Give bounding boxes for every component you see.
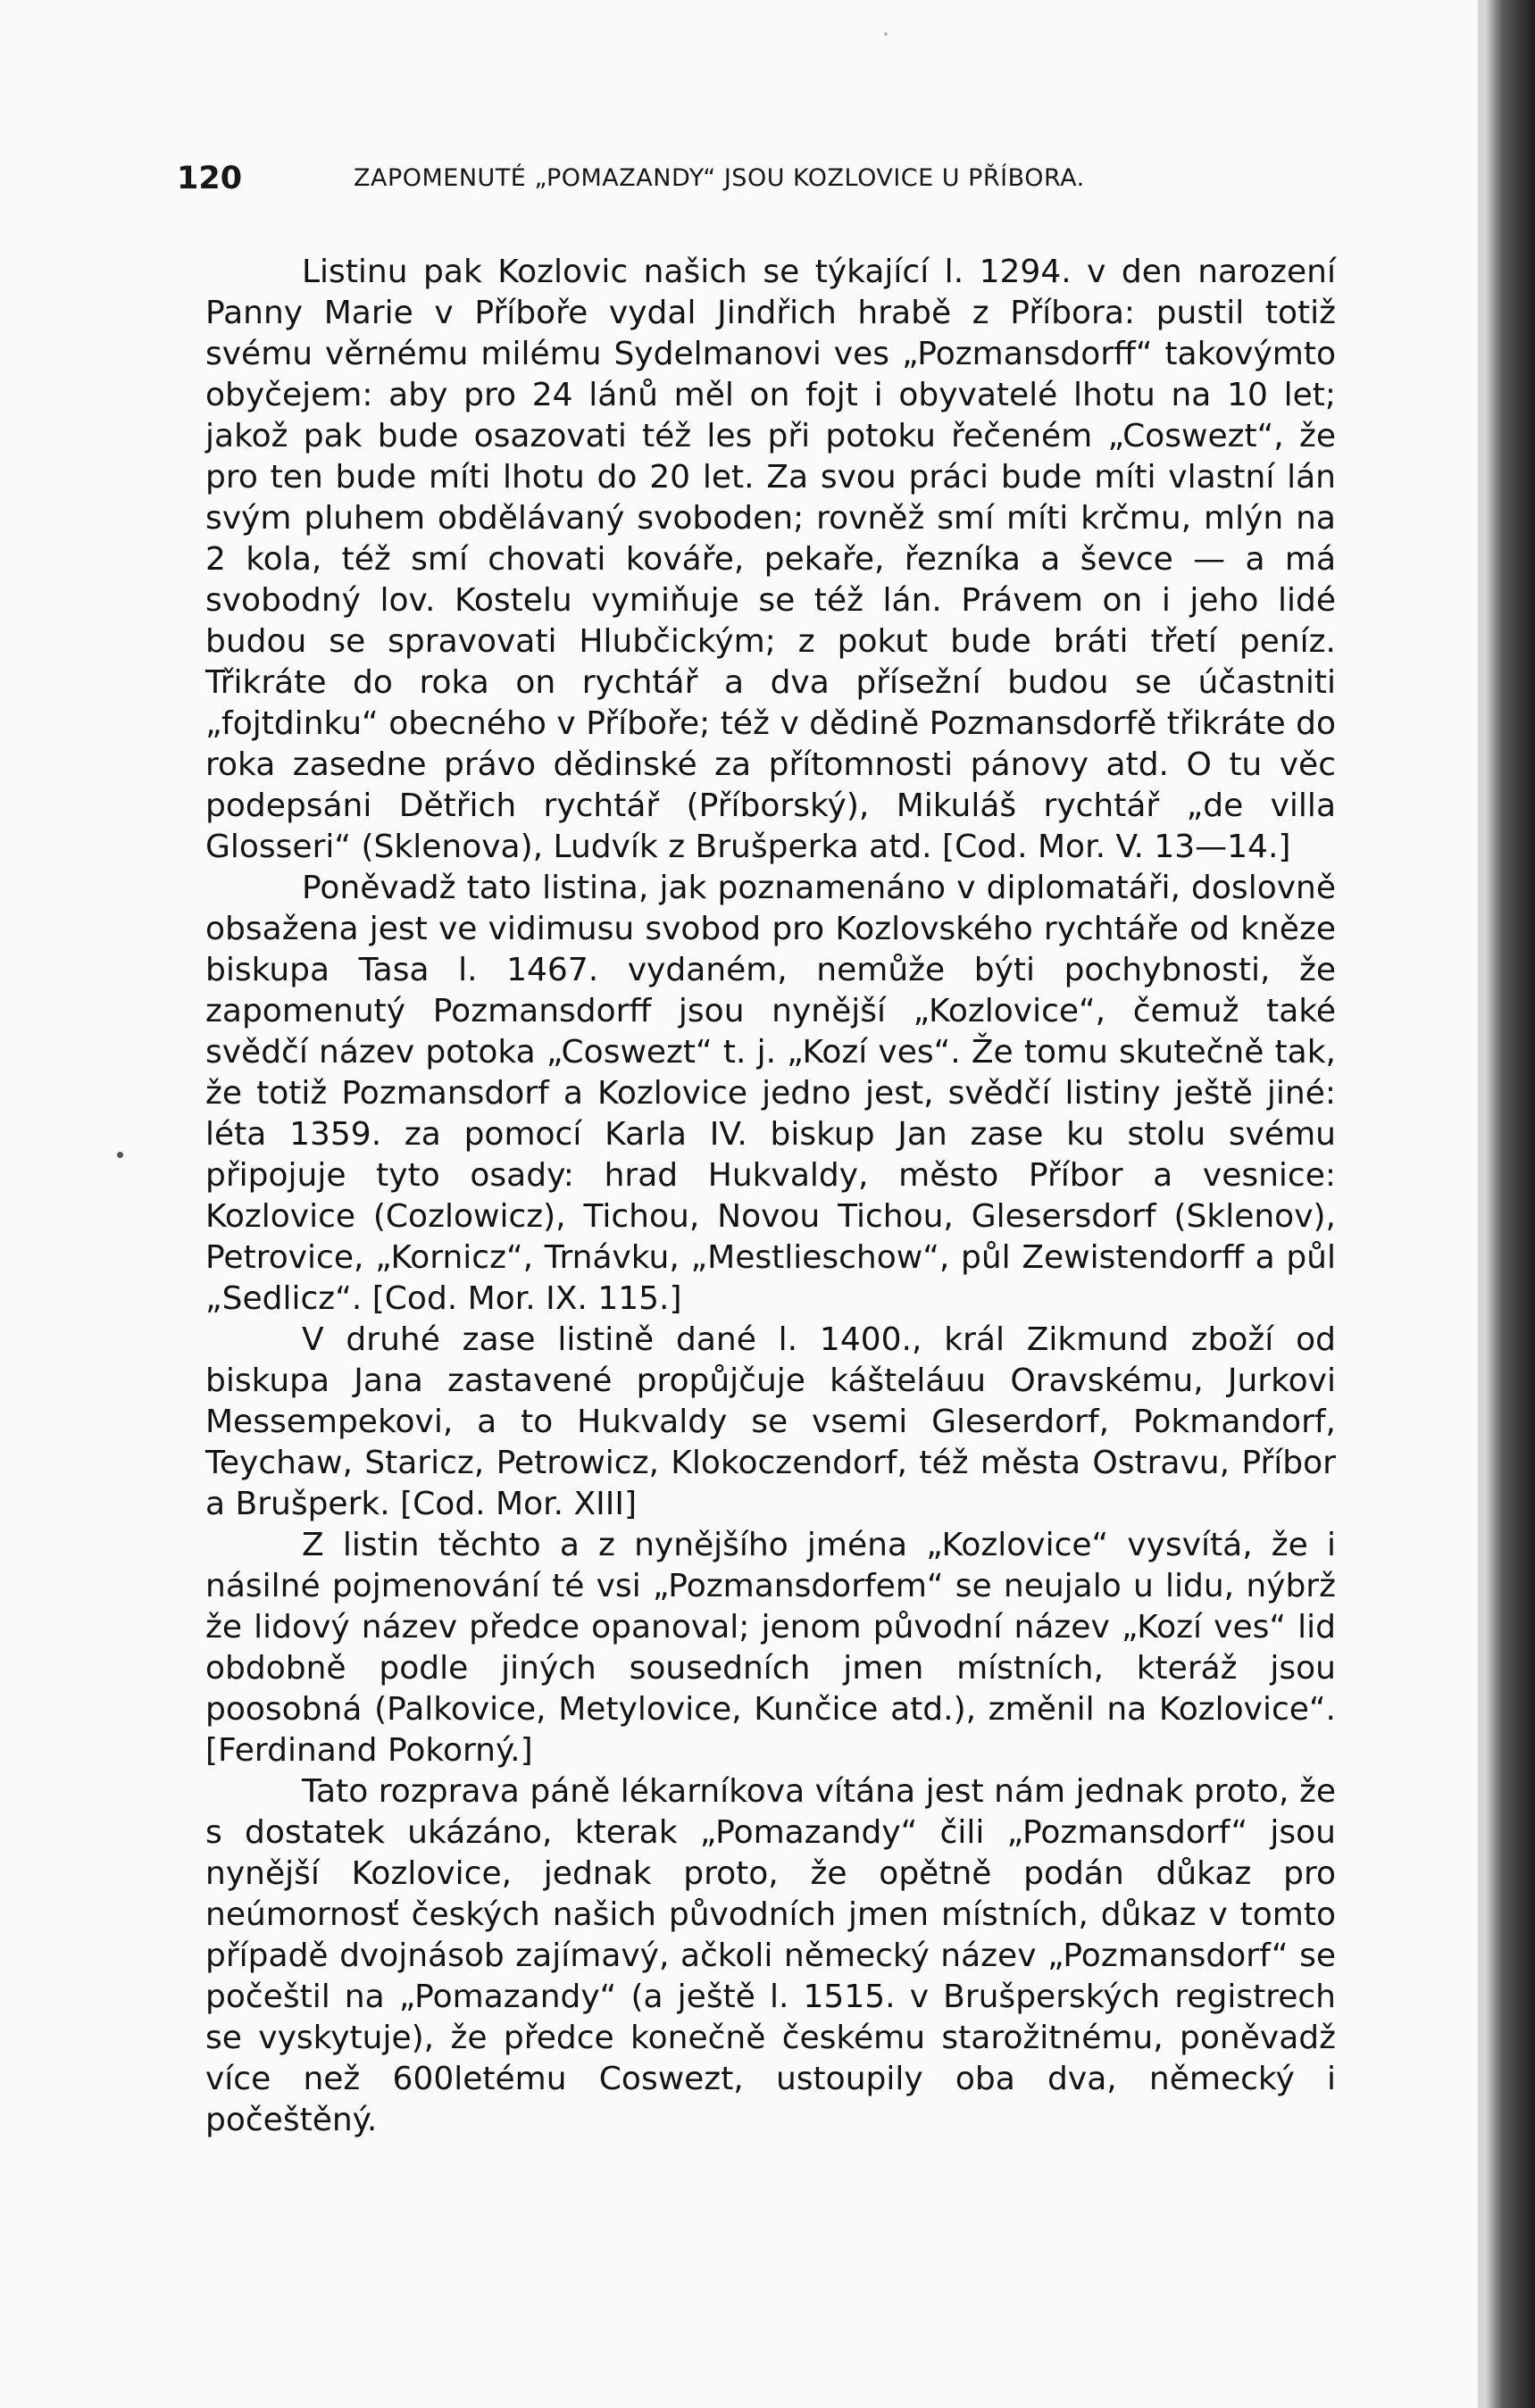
running-title: ZAPOMENUTÉ „POMAZANDY“ JSOU KOZLOVICE U PŘÍBORA. (354, 164, 1085, 192)
paragraph: Tato rozprava páně lékarníkova vítána jest nám jednak proto, že s dostatek ukázáno, kterak „Pomazandy“ čili „Pozmansdorf“ jsou nynější Kozlovice, jednak proto, že opětně podán důkaz pro neúmornosť českých našich původních jmen místních, důkaz v tomto případě dvojnásob zajímavý, ačkoli německý název „Pozmansdorf“ se počeštil na „Pomazandy“ (a ještě l. 1515. v Brušperských registrech se vyskytuje), že předce konečně českému starožitnému, poněvadž více než 600letému Coswezt, ustoupily oba dva, německý i počeštěný. (205, 1773, 1336, 2138)
page-header (177, 157, 1186, 202)
ink-speck (884, 32, 888, 36)
scan-edge (1485, 0, 1535, 2408)
paragraph: Poněvadž tato listina, jak poznamenáno v diplomatáři, doslovně obsažena jest ve vidimusu svobod pro Kozlovského rychtáře od kněze biskupa Tasa l. 1467. vydaném, nemůže býti pochybnosti, že zapomenutý Pozmansdorff jsou nynější „Kozlovice“, čemuž také svědčí název potoka „Coswezt“ t. j. „Kozí ves“. Že tomu skutečně tak, že totiž Pozmansdorf a Kozlovice jedno jest, svědčí listiny ještě jiné: léta 1359. za pomocí Karla IV. biskup Jan zase ku stolu svému připojuje tyto osady: hrad Hukvaldy, město Příbor a vesnice: Kozlovice (Cozlowicz), Tichou, Novou Tichou, Glesersdorf (Sklenov), Petrovice, „Kornicz“, Trnávku, „Mestlieschow“, půl Zewistendorff a půl „Sedlicz“. [Cod. Mor. IX. 115.] (205, 870, 1336, 1317)
ink-speck (117, 1152, 123, 1158)
article-body (205, 252, 1336, 2141)
paragraph: V druhé zase listině dané l. 1400., král Zikmund zboží od biskupa Jana zastavené propůjčuje kášteláuu Oravskému, Jurkovi Messempekovi, a to Hukvaldy se vsemi Gleserdorf, Pokmandorf, Teychaw, Staricz, Petrowicz, Klokoczendorf, též města Ostravu, Příbor a Brušperk. [Cod. Mor. XIII] (205, 1321, 1336, 1522)
paragraph: Listinu pak Kozlovic našich se týkající l. 1294. v den narození Panny Marie v Příboře vydal Jindřich hrabě z Příbora: pustil totiž svému věrnému milému Sydelmanovi ves „Pozmansdorff“ takovýmto obyčejem: aby pro 24 lánů měl on fojt i obyvatelé lhotu na 10 let; jakož pak bude osazovati též les při potoku řečeném „Coswezt“, že pro ten bude míti lhotu do 20 let. Za svou práci bude míti vlastní lán svým pluhem obdělávaný svoboden; rovněž smí míti krčmu, mlýn na 2 kola, též smí chovati kováře, pekaře, řezníka a ševce — a má svobodný lov. Kostelu vymiňuje se též lán. Právem on i jeho lidé budou se spravovati Hlubčickým; z pokut bude bráti třetí peníz. Třikráte do roka on rychtář a dva přísežní budou se účastniti „fojtdinku“ obecného v Příboře; též v dědině Pozmansdorfě třikráte do roka zasedne právo dědinské za přítomnosti pánovy atd. O tu věc podepsáni Dětřich rychtář (Příborský), Mikuláš rychtář „de villa Glosseri“ (Sklenova), Ludvík z Brušperka atd. [Cod. Mor. V. 13—14.] (205, 254, 1336, 865)
scan-shadow (1478, 0, 1485, 2408)
page-number: 120 (177, 161, 243, 196)
paragraph: Z listin těchto a z nynějšího jména „Kozlovice“ vysvítá, že i násilné pojmenování té vsi „Pozmansdorfem“ se neujalo u lidu, nýbrž že lidový název předce opanoval; jenom původní název „Kozí ves“ lid obdobně podle jiných sousedních jmen místních, kteráž jsou poosobná (Palkovice, Metylovice, Kunčice atd.), změnil na Kozlovice“. [Ferdinand Pokorný.] (205, 1527, 1336, 1769)
